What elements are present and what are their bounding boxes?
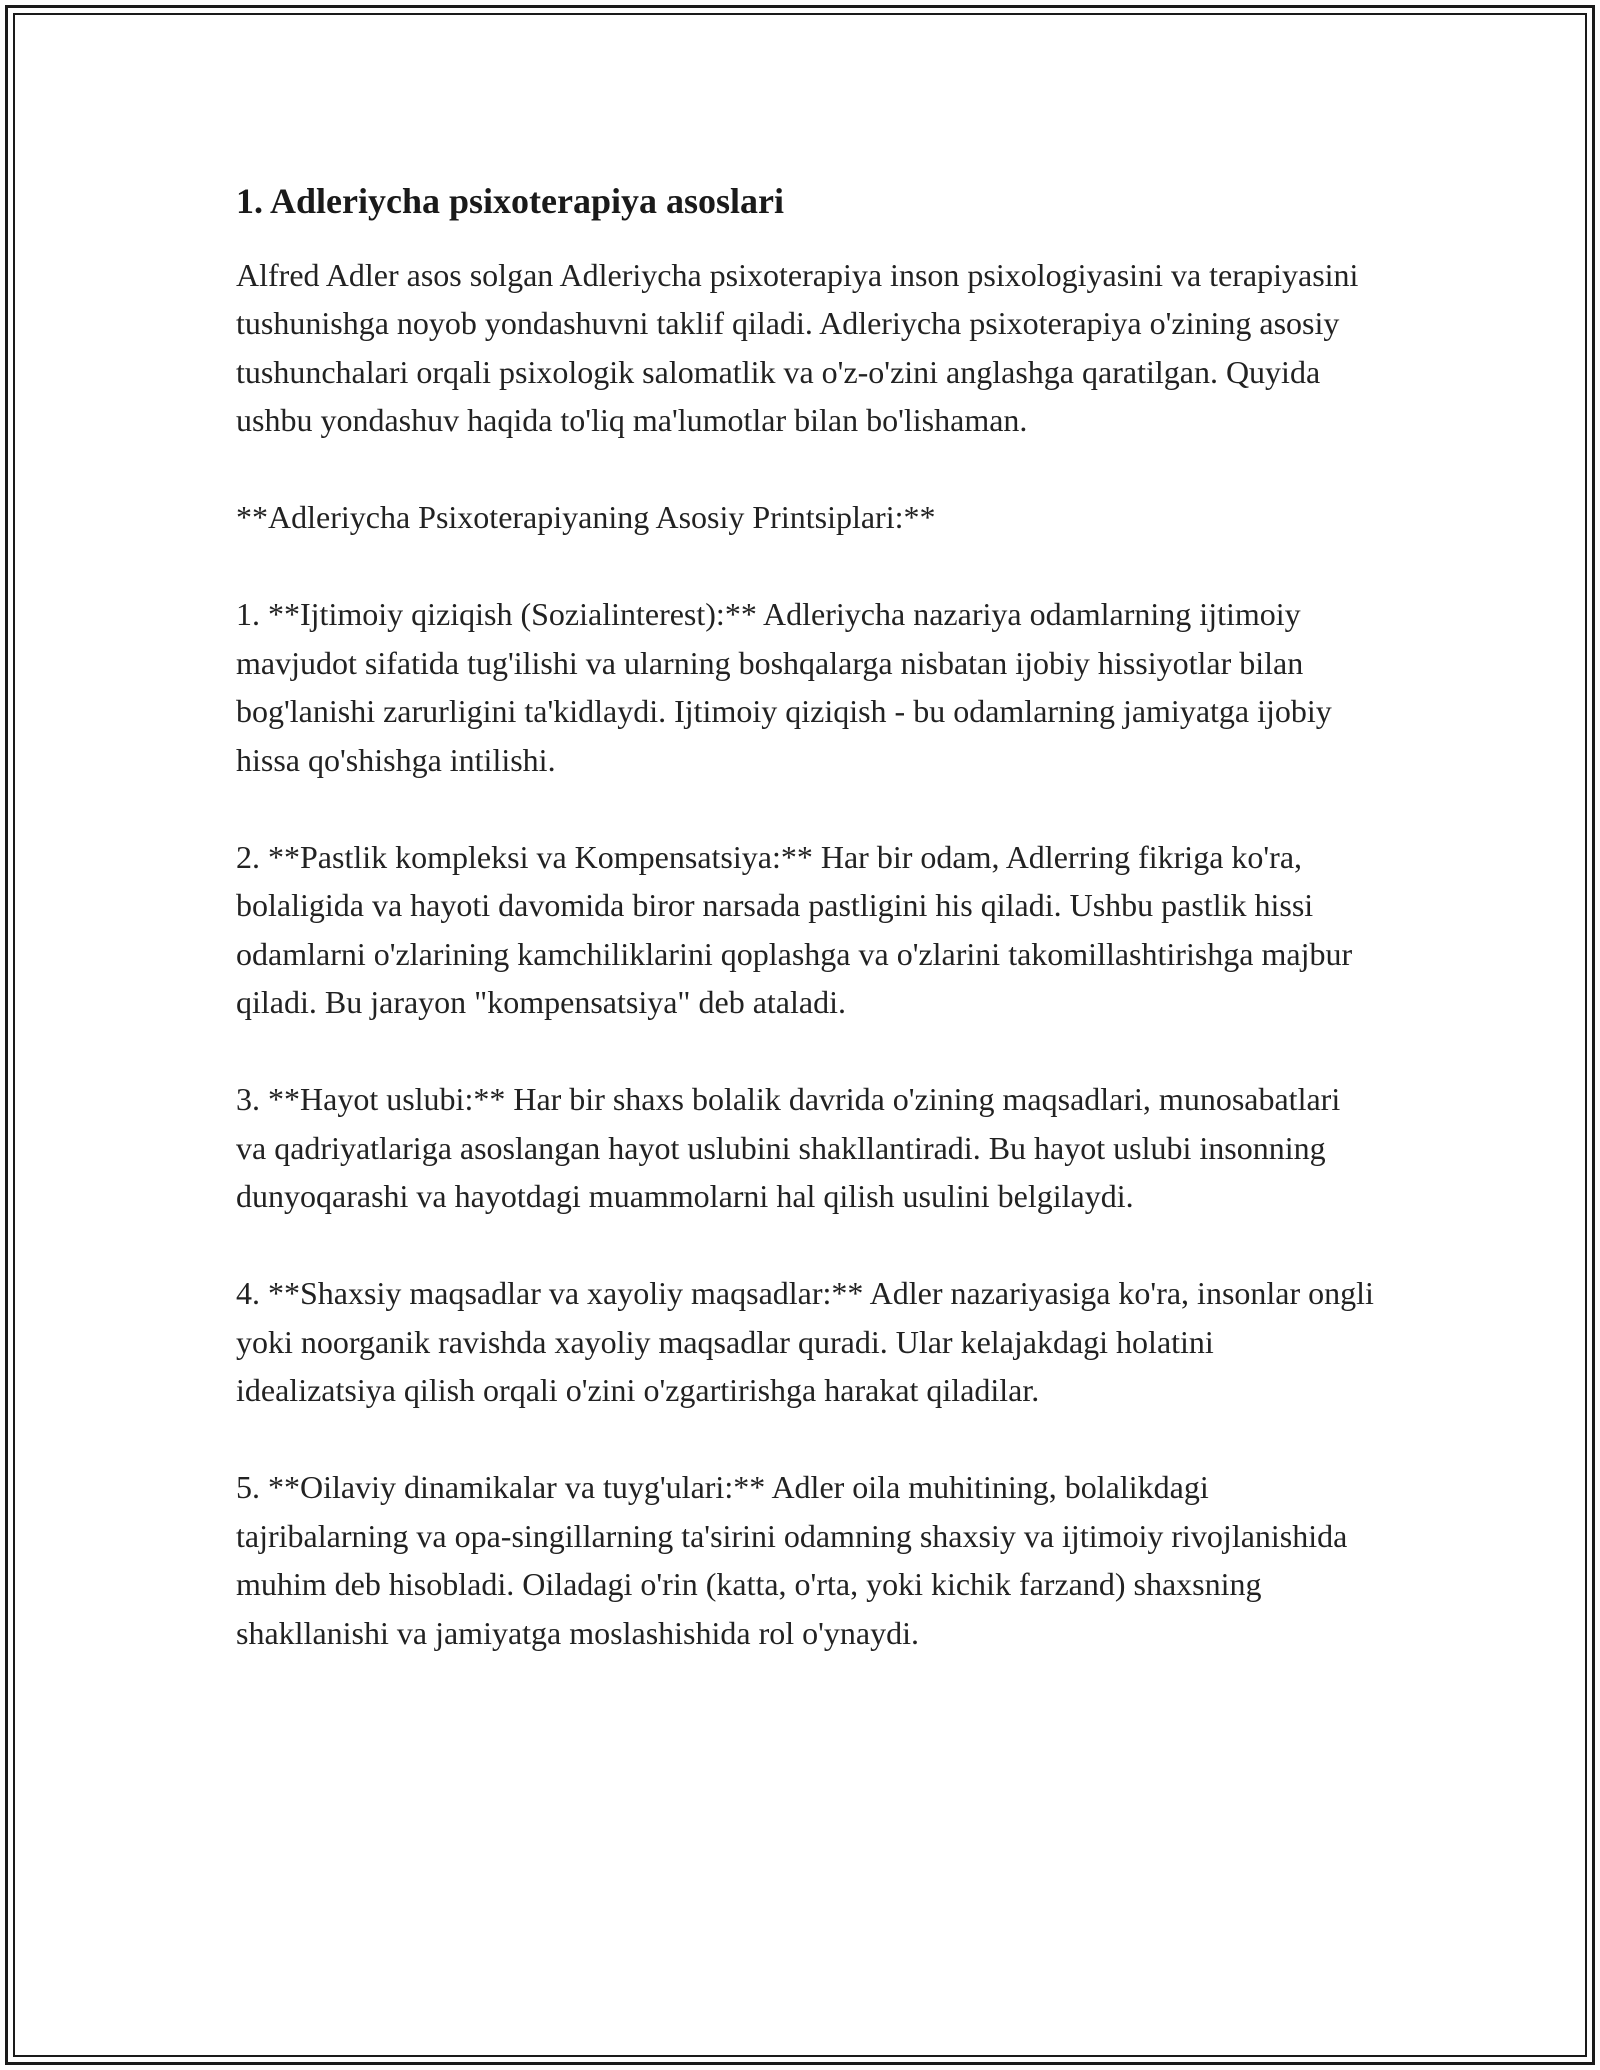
document-body [236,178,1376,1706]
principle-item-4: 4. **Shaxsiy maqsadlar va xayoliy maqsadlar:** Adler nazariyasiga ko'ra, insonlar ongli yoki noorganik ravishda xayoliy maqsadlar quradi. Ular kelajakdagi holatini idealizatsiya qilish orqali o'zini o'zgartirishga harakat qiladilar. [236,1275,1374,1409]
principle-item-2: 2. **Pastlik kompleksi va Kompensatsiya:** Har bir odam, Adlerring fikriga ko'ra, bolaligida va hayoti davomida biror narsada pastligini his qiladi. Ushbu pastlik hissi odamlarni o'zlarining kamchiliklarini qoplashga va o'zlarini takomillashtirishga majbur qiladi. Bu jarayon "kompensatsiya" deb ataladi. [236,838,1353,1021]
principle-item-3: 3. **Hayot uslubi:** Har bir shaxs bolalik davrida o'zining maqsadlari, munosabatlari va qadriyatlariga asoslangan hayot uslubini shakllantiradi. Bu hayot uslubi insonning dunyoqarashi va hayotdagi muammolarni hal qilish usulini belgilaydi. [236,1081,1341,1215]
intro-paragraph: Alfred Adler asos solgan Adleriycha psixoterapiya inson psixologiyasini va terapiyasini tushunishga noyob yondashuvni taklif qiladi. Adleriycha psixoterapiya o'zining asosiy tushunchalari orqali psixologik salomatlik va o'z-o'zini anglashga qaratilgan. Quyida ushbu yondashuv haqida to'liq ma'lumotlar bilan bo'lishaman. [236,256,1359,439]
principles-heading: **Adleriycha Psixoterapiyaning Asosiy Printsiplari:** [236,499,936,536]
principle-item-5: 5. **Oilaviy dinamikalar va tuyg'ulari:** Adler oila muhitining, bolalikdagi tajribalarning va opa-singillarning ta'sirini odamning shaxsiy va ijtimoiy rivojlanishida muhim deb hisobladi. Oiladagi o'rin (katta, o'rta, yoki kichik farzand) shaxsning shakllanishi va jamiyatga moslashishida rol o'ynaydi. [236,1469,1348,1651]
document-title: 1. Adleriycha psixoterapiya asoslari [236,181,784,221]
principle-item-1: 1. **Ijtimoiy qiziqish (Sozialinterest):** Adleriycha nazariya odamlarning ijtimoiy mavjudot sifatida tug'ilishi va ularning boshqalarga nisbatan ijobiy hissiyotlar bilan bog'lanishi zarurligini ta'kidlaydi. Ijtimoiy qiziqish - bu odamlarning jamiyatga ijobiy hissa qo'shishga intilishi. [236,596,1332,778]
